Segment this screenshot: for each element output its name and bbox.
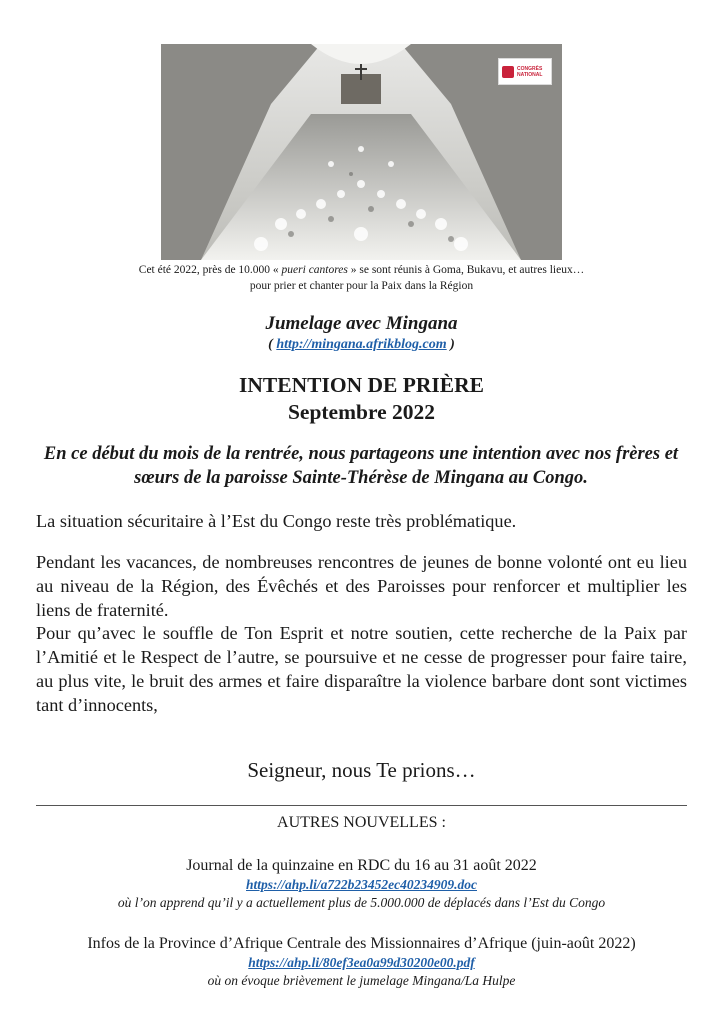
caption-suffix: » se sont réunis à Goma, Bukavu, et autres lieux… xyxy=(347,264,585,276)
caption-line-1 xyxy=(0,262,723,278)
twinning-link[interactable]: http://mingana.afrikblog.com xyxy=(276,337,447,352)
caption-line-2: pour prier et chanter pour la Paix dans la Région xyxy=(249,280,474,292)
church-photo xyxy=(161,44,562,260)
news-item-note: où on évoque brièvement le jumelage Mingana/La Hulpe xyxy=(207,973,516,988)
twinning-link-line xyxy=(0,335,723,355)
prayer-refrain: Seigneur, nous Te prions… xyxy=(247,758,476,782)
intention-month: Septembre 2022 xyxy=(287,400,436,424)
paragraph-2: Pendant les vacances, de nombreuses rencontres de jeunes de bonne volonté ont eu lieu au niveau de la Région, des Évêchés et des Paroisses pour renforcer et multiplier les liens de fraternité. xyxy=(36,552,687,620)
badge-line-1: CONGRÈS xyxy=(517,65,543,72)
caption-italic: pueri cantores xyxy=(281,264,348,276)
paragraph-1: La situation sécuritaire à l’Est du Congo reste très problématique. xyxy=(36,511,517,531)
intention-heading xyxy=(0,372,723,426)
news-item-link[interactable]: https://ahp.li/80ef3ea0a99d30200e00.pdf xyxy=(248,955,475,970)
news-item-link[interactable]: https://ahp.li/a722b23452ec40234909.doc xyxy=(246,877,477,892)
heart-icon xyxy=(502,66,514,78)
link-paren-open: ( xyxy=(268,337,277,352)
other-news-heading: AUTRES NOUVELLES : xyxy=(277,814,446,831)
intention-title: INTENTION DE PRIÈRE xyxy=(239,373,484,397)
news-item-title: Journal de la quinzaine en RDC du 16 au 31 août 2022 xyxy=(186,857,537,874)
news-item-note: où l’on apprend qu’il y a actuellement plus de 5.000.000 de déplacés dans l’Est du Congo xyxy=(117,895,606,910)
photo-caption xyxy=(0,262,723,294)
badge-line-2: NATIONAL xyxy=(517,71,543,78)
lead-paragraph: En ce début du mois de la rentrée, nous partageons une intention avec nos frères et sœurs de la paroisse Sainte-Thérèse de Mingana au Congo. xyxy=(43,444,679,488)
divider xyxy=(36,805,687,806)
congress-logo xyxy=(498,58,552,85)
news-item-2 xyxy=(0,933,723,990)
news-item-title: Infos de la Province d’Afrique Centrale des Missionnaires d’Afrique (juin-août 2022) xyxy=(87,935,636,952)
paragraph-3: Pour qu’avec le souffle de Ton Esprit et notre soutien, cette recherche de la Paix par l’Amitié et le Respect de l’autre, se poursuive et ne cesse de progresser pour faire taire, au plus vite, le bruit des armes et faire disparaître la violence barbare dont sont victimes tant d’innocents, xyxy=(36,623,687,715)
link-paren-close: ) xyxy=(446,337,455,352)
caption-prefix: Cet été 2022, près de 10.000 « xyxy=(138,264,282,276)
news-item-1 xyxy=(0,855,723,912)
twinning-title: Jumelage avec Mingana xyxy=(265,313,458,334)
